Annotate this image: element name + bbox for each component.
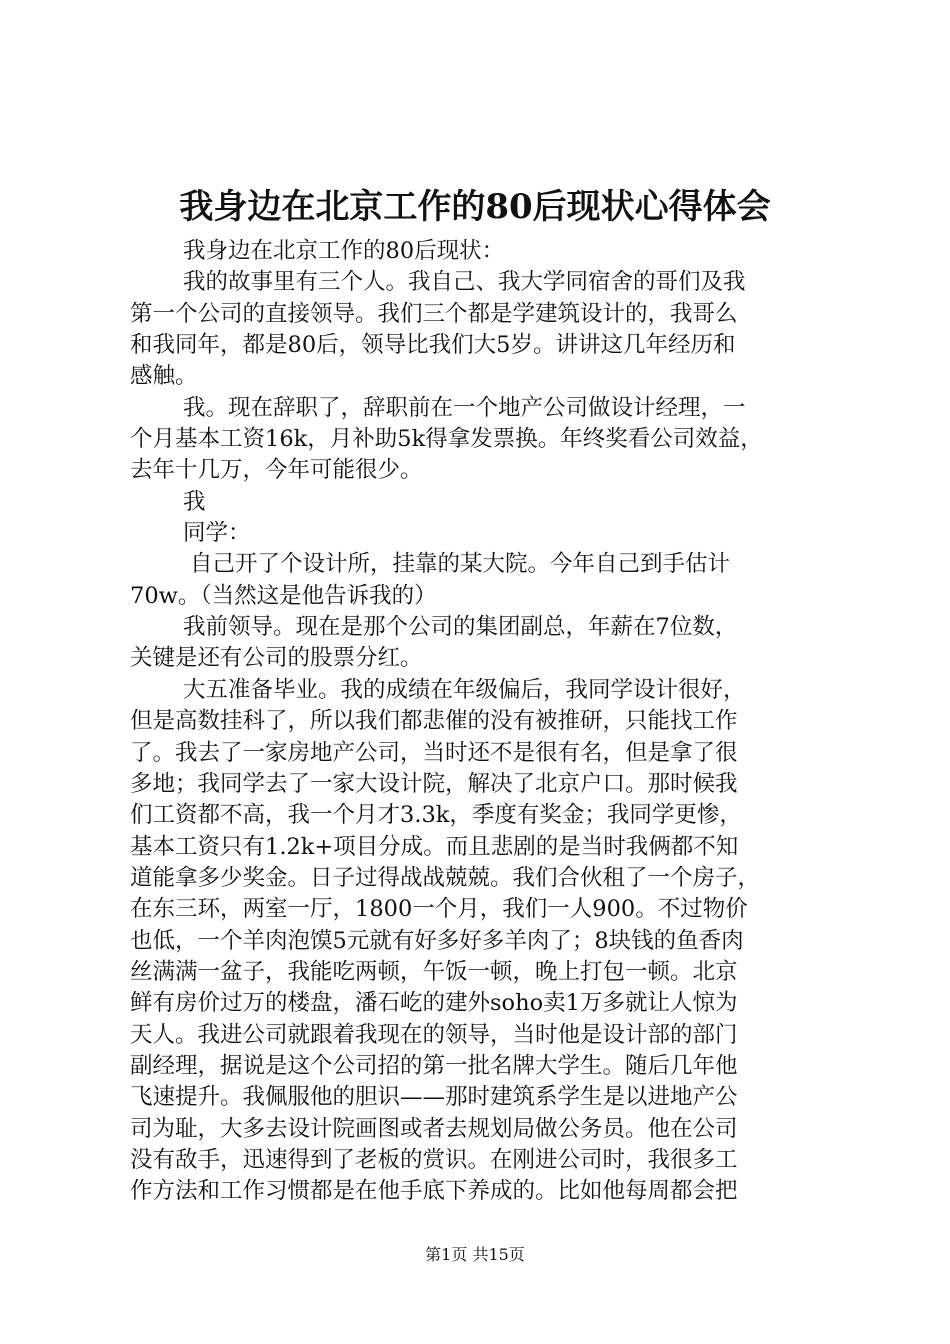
text-line: 我前领导。现在是那个公司的集团副总，年薪在7位数， — [183, 614, 738, 641]
text-line: 个月基本工资16k，月补助5k得拿发票换。年终奖看公司效益， — [130, 426, 763, 453]
text-line: 了。我去了一家房地产公司，当时还不是很有名，但是拿了很 — [130, 739, 738, 766]
text-line: 没有敌手，迅速得到了老板的赏识。在刚进公司时，我很多工 — [130, 1146, 738, 1173]
text-line: 天人。我进公司就跟着我现在的领导，当时他是设计部的部门 — [130, 1021, 738, 1048]
text-line: 基本工资只有1.2k+项目分成。而且悲剧的是当时我俩都不知 — [130, 833, 739, 860]
document-title: 我身边在北京工作的80后现状心得体会 — [179, 187, 771, 227]
text-line: 自己开了个设计所，挂靠的某大院。今年自己到手估计 — [190, 551, 731, 578]
text-line: 也低，一个羊肉泡馍5元就有好多好多羊肉了；8块钱的鱼香肉 — [130, 927, 744, 954]
text-line: 和我同年，都是80后，领导比我们大5岁。讲讲这几年经历和 — [130, 332, 736, 359]
text-line: 作方法和工作习惯都是在他手底下养成的。比如他每周都会把 — [130, 1178, 738, 1205]
text-line: 同学： — [183, 520, 251, 547]
text-line: 70w。（当然这是他告诉我的） — [130, 582, 437, 609]
text-line: 在东三环，两室一厅，1800一个月，我们一人900。不过物价 — [130, 896, 748, 923]
text-line: 飞速提升。我佩服他的胆识——那时建筑系学生是以进地产公 — [130, 1084, 738, 1111]
text-line: 我 — [183, 488, 206, 515]
document-body — [130, 236, 830, 1208]
text-line: 但是高数挂科了，所以我们都悲催的没有被推研，只能找工作 — [130, 708, 738, 735]
text-line: 关键是还有公司的股票分红。 — [130, 645, 423, 672]
text-line: 司为耻，大多去设计院画图或者去规划局做公务员。他在公司 — [130, 1115, 738, 1142]
text-line: 我的故事里有三个人。我自己、我大学同宿舍的哥们及我 — [183, 269, 746, 296]
text-line: 第一个公司的直接领导。我们三个都是学建筑设计的，我哥么 — [130, 300, 738, 327]
text-line: 道能拿多少奖金。日子过得战战兢兢。我们合伙租了一个房子， — [130, 864, 761, 891]
text-line: 副经理，据说是这个公司招的第一批名牌大学生。随后几年他 — [130, 1052, 738, 1079]
text-line: 我。现在辞职了，辞职前在一个地产公司做设计经理，一 — [183, 394, 746, 421]
page-number-footer: 第1页 共15页 — [425, 1245, 525, 1264]
text-line: 鲜有房价过万的楼盘，潘石屹的建外soho卖1万多就让人惊为 — [130, 990, 738, 1017]
text-line: 们工资都不高，我一个月才3.3k，季度有奖金；我同学更惨， — [130, 802, 742, 829]
text-line: 丝满满一盆子，我能吃两顿，午饭一顿，晚上打包一顿。北京 — [130, 958, 738, 985]
text-line: 大五准备毕业。我的成绩在年级偏后，我同学设计很好， — [183, 676, 746, 703]
text-line: 感触。 — [130, 363, 198, 390]
text-line: 多地；我同学去了一家大设计院，解决了北京户口。那时候我 — [130, 770, 738, 797]
text-line: 我身边在北京工作的80后现状： — [183, 238, 505, 264]
text-line: 去年十几万，今年可能很少。 — [130, 457, 423, 484]
